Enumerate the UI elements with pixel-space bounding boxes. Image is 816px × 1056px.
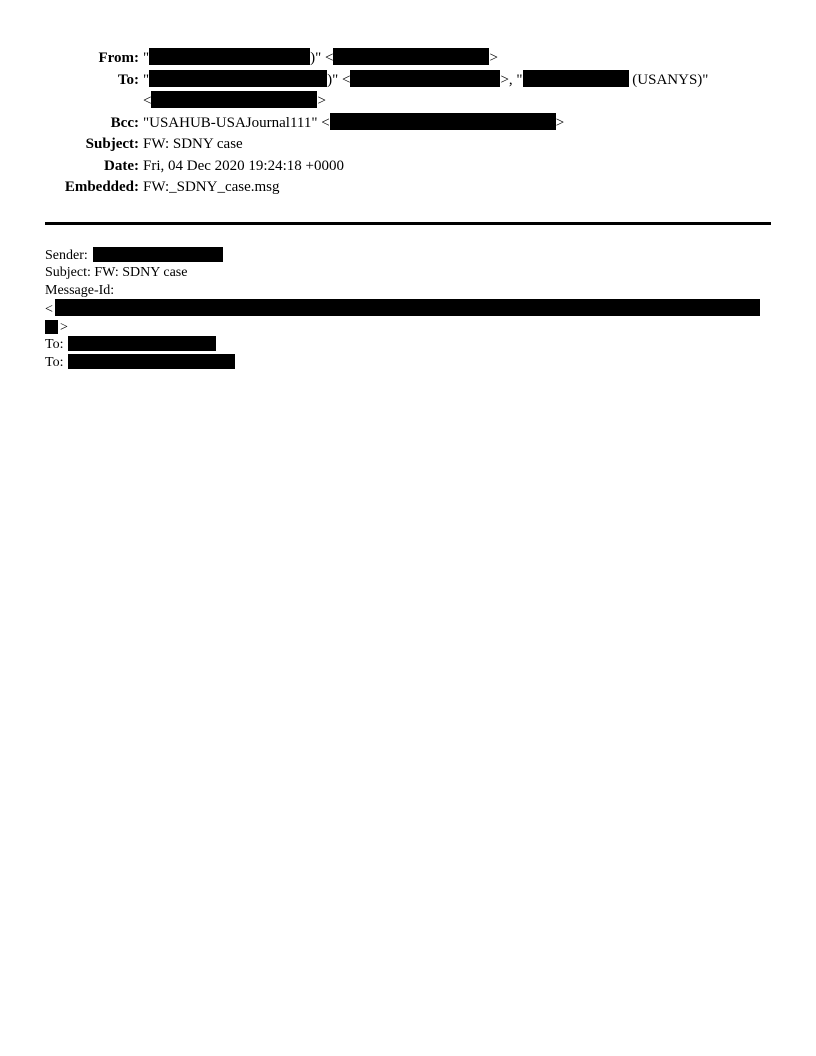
redaction-bar xyxy=(68,336,216,351)
text-segment: > xyxy=(60,319,68,335)
to-line-1 xyxy=(45,336,771,354)
embedded-message-header xyxy=(45,247,771,372)
message-id-end-line xyxy=(45,319,771,337)
to-value xyxy=(143,70,771,113)
email-header xyxy=(45,48,771,199)
text-segment: " xyxy=(143,50,150,66)
redaction-bar xyxy=(333,48,489,65)
redaction-bar xyxy=(350,70,500,87)
header-row-from xyxy=(45,48,771,70)
subject-value: FW: SDNY case xyxy=(143,136,243,152)
text-segment: > xyxy=(317,93,326,109)
date-label: Date: xyxy=(104,157,139,174)
to-label: To: xyxy=(45,354,64,370)
subject-label: Subject: xyxy=(85,136,139,152)
divider-rule xyxy=(45,222,771,225)
text-segment: )" < xyxy=(310,50,334,66)
redaction-bar xyxy=(45,320,58,334)
bcc-label: Bcc: xyxy=(110,114,139,131)
embedded-value: FW:_SDNY_case.msg xyxy=(143,179,280,195)
text-segment: " xyxy=(143,71,150,88)
redaction-bar xyxy=(151,91,317,108)
message-id-value-line xyxy=(45,299,771,319)
message-id-label-line: Message-Id: xyxy=(45,282,115,298)
to-value-line-2 xyxy=(143,91,771,113)
from-value xyxy=(143,48,771,70)
redaction-bar xyxy=(68,354,235,369)
header-row-embedded xyxy=(45,177,771,199)
text-segment: (USANYS)" xyxy=(628,71,709,88)
to-label: To: xyxy=(45,337,64,352)
text-segment: < xyxy=(143,93,152,109)
from-label: From: xyxy=(98,50,139,66)
date-value: Fri, 04 Dec 2020 19:24:18 +0000 xyxy=(143,157,344,174)
text-segment: < xyxy=(45,302,53,317)
embedded-label: Embedded: xyxy=(64,179,139,195)
redaction-bar xyxy=(149,48,310,65)
text-segment: > xyxy=(555,114,565,131)
to-line-2 xyxy=(45,354,771,372)
redaction-bar xyxy=(93,247,223,262)
header-row-bcc xyxy=(45,113,771,135)
redaction-bar xyxy=(55,299,760,316)
to-label: To: xyxy=(117,71,139,88)
text-segment: >, " xyxy=(500,71,523,88)
redaction-bar xyxy=(523,70,629,87)
to-value-line-1 xyxy=(143,70,771,92)
sender-label: Sender: xyxy=(45,247,88,263)
bcc-value xyxy=(143,113,771,135)
header-row-date xyxy=(45,156,771,178)
redaction-bar xyxy=(149,70,327,87)
text-segment: )" < xyxy=(327,71,351,88)
redaction-bar xyxy=(330,113,556,130)
text-segment: > xyxy=(489,50,498,66)
text-segment: "USAHUB-USAJournal111" < xyxy=(143,114,330,131)
header-row-subject xyxy=(45,134,771,156)
sender-line xyxy=(45,247,771,265)
subject-line: Subject: FW: SDNY case xyxy=(45,265,188,280)
header-row-to xyxy=(45,70,771,113)
